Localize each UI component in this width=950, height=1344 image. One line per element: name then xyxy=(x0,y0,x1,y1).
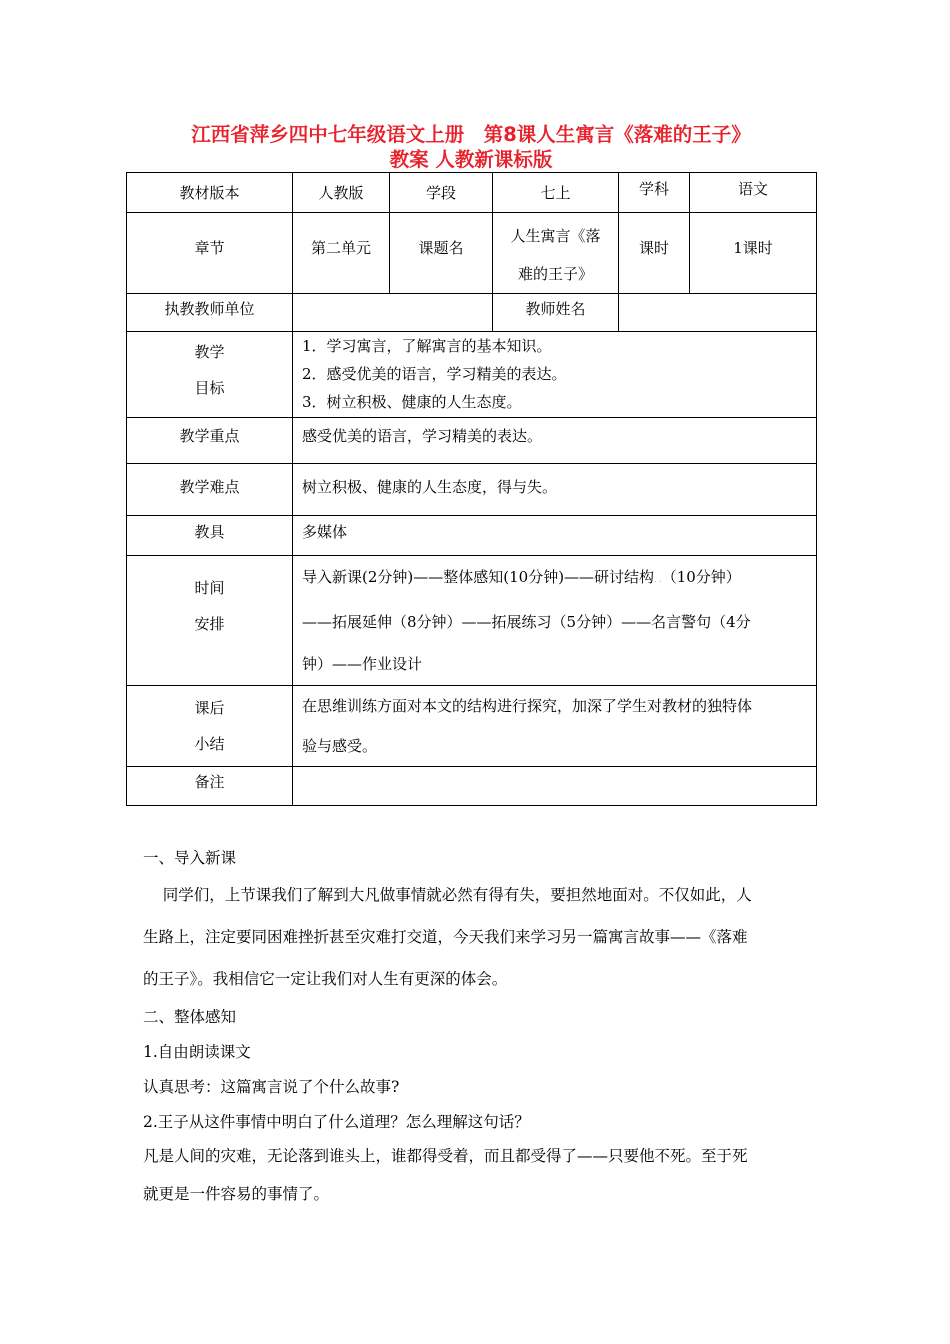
tools-value: 多媒体 xyxy=(293,516,817,556)
document-title-line1: 江西省萍乡四中七年级语文上册 第8课人生寓言《落难的王子》 xyxy=(191,123,751,146)
answer-line: 就更是一件容易的事情了。 xyxy=(143,1185,330,1203)
schedule-line1-end: （10分钟） xyxy=(661,568,741,586)
summary-line2: 验与感受。 xyxy=(302,737,378,755)
grade-stage-value: 七上 xyxy=(493,173,619,213)
schedule-line2: ——拓展延伸（8分钟）——拓展练习（5分钟）——名言警句（4分 xyxy=(302,613,751,631)
focus-value: 感受优美的语言，学习精美的表达。 xyxy=(293,418,817,464)
summary-line1: 在思维训练方面对本文的结构进行探究，加深了学生对教材的独特体 xyxy=(302,697,753,715)
lesson-title-line2: 难的王子》 xyxy=(517,265,593,283)
intro-line: 的王子》。我相信它一定让我们对人生有更深的体会。 xyxy=(143,970,508,988)
goals-label-line2: 目标 xyxy=(194,379,225,397)
list-item: 1.自由朗读课文 xyxy=(143,1043,251,1061)
lesson-plan-table xyxy=(126,172,817,806)
section-block xyxy=(143,1000,823,1140)
difficulty-value: 树立积极、健康的人生态度，得与失。 xyxy=(293,464,817,516)
schedule-label-line2: 安排 xyxy=(194,615,225,633)
remarks-label: 备注 xyxy=(127,767,293,806)
summary-label xyxy=(127,686,293,767)
difficulty-label: 教学难点 xyxy=(127,464,293,516)
textbook-version-value: 人教版 xyxy=(293,173,390,213)
teacher-unit-value xyxy=(293,294,493,332)
summary-value xyxy=(293,686,817,767)
teacher-unit-label: 执教教师单位 xyxy=(127,294,293,332)
list-item: 2.王子从这件事情中明白了什么道理？怎么理解这句话？ xyxy=(143,1113,530,1131)
chapter-value: 第二单元 xyxy=(293,213,390,294)
goal-item: 3．树立积极、健康的人生态度。 xyxy=(302,393,522,411)
grade-stage-label: 学段 xyxy=(390,173,493,213)
schedule-line1 xyxy=(302,556,810,601)
tools-label: 教具 xyxy=(127,516,293,556)
intro-paragraph xyxy=(143,874,823,1000)
intro-line: 同学们，上节课我们了解到大凡做事情就必然有得有失，要担然地面对。不仅如此，人 xyxy=(162,886,752,904)
section-heading: 一、导入新课 xyxy=(143,849,237,867)
answer-paragraph xyxy=(143,1137,823,1213)
summary-label-line1: 课后 xyxy=(194,699,225,717)
subject-value: 语文 xyxy=(690,173,817,213)
summary-label-line2: 小结 xyxy=(194,735,225,753)
goal-item: 2．感受优美的语言，学习精美的表达。 xyxy=(302,365,567,383)
period-value: 1课时 xyxy=(690,213,817,294)
goal-item: 1．学习寓言，了解寓言的基本知识。 xyxy=(302,337,552,355)
period-label: 课时 xyxy=(619,213,690,294)
focus-label: 教学重点 xyxy=(127,418,293,464)
teacher-name-value xyxy=(619,294,817,332)
intro-line: 生路上，注定要同困难挫折甚至灾难打交道，今天我们来学习另一篇寓言故事——《落难 xyxy=(143,928,748,946)
document-title-line2: 教案 人教新课标版 xyxy=(389,148,553,171)
answer-line: 凡是人间的灾难，无论落到谁头上，谁都得受着，而且都受得了——只要他不死。至于死 xyxy=(143,1147,748,1165)
teacher-name-label: 教师姓名 xyxy=(493,294,619,332)
lesson-title-value xyxy=(493,213,619,294)
schedule-line1-text: 导入新课(2分钟)——整体感知(10分钟)——研讨结构 xyxy=(302,568,655,586)
remarks-value xyxy=(293,767,817,806)
chapter-label: 章节 xyxy=(127,213,293,294)
goals-label-line1: 教学 xyxy=(194,343,225,361)
textbook-version-label: 教材版本 xyxy=(127,173,293,213)
subject-label: 学科 xyxy=(619,173,690,213)
schedule-label xyxy=(127,556,293,686)
decorative-dots: . . xyxy=(654,575,662,584)
schedule-label-line1: 时间 xyxy=(194,579,225,597)
lesson-title-line1: 人生寓言《落 xyxy=(510,227,601,245)
goals-list xyxy=(293,332,817,418)
lesson-title-label: 课题名 xyxy=(390,213,493,294)
question-text: 认真思考：这篇寓言说了个什么故事? xyxy=(143,1078,400,1096)
schedule-value xyxy=(293,556,817,686)
schedule-line3: 钟）——作业设计 xyxy=(302,655,423,673)
section-heading: 二、整体感知 xyxy=(143,1008,237,1026)
goals-label xyxy=(127,332,293,418)
